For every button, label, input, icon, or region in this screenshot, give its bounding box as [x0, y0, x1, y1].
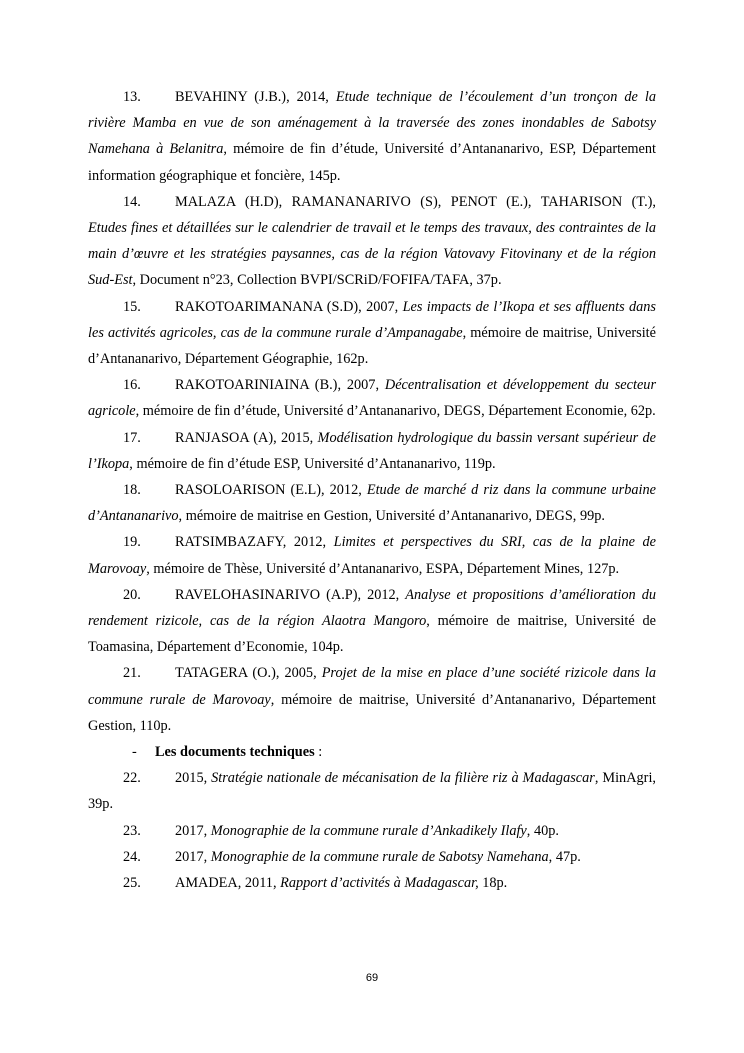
reference-entry — [88, 425, 656, 477]
reference-number: 19. — [123, 534, 141, 551]
subheading-label: Les documents techniques — [155, 744, 315, 761]
reference-number: 23. — [123, 822, 141, 839]
reference-details: , mémoire de Thèse, Université d’Antananarivo, ESPA, Département Mines, 127p. — [146, 560, 620, 577]
reference-authors: RAKOTOARIMANANA (S.D), 2007, — [175, 298, 403, 315]
reference-authors: RATSIMBAZAFY, 2012, — [175, 534, 334, 551]
subheading-dash: - — [132, 744, 137, 761]
reference-entry — [88, 477, 656, 529]
reference-title: Rapport d’activités à Madagascar, — [280, 875, 479, 892]
reference-number: 13. — [123, 89, 141, 105]
reference-authors: RAVELOHASINARIVO (A.P), 2012, — [175, 586, 406, 603]
reference-entry — [88, 844, 656, 870]
reference-title: Etudes fines et détaillées sur le calendrier de travail et le temps des travaux, des contraintes de la main d’œuvre et les stratégies paysannes, cas de la région Vatovavy Fitovinany et de la région Sud-Est — [88, 220, 656, 289]
reference-number: 16. — [123, 377, 141, 394]
references-technical-documents — [88, 765, 656, 896]
reference-details: , Document n°23, Collection BVPI/SCRiD/FOFIFA/TAFA, 37p. — [132, 272, 502, 289]
reference-entry — [88, 870, 656, 896]
reference-number: 18. — [123, 482, 141, 499]
reference-entry — [88, 294, 656, 373]
reference-title: Décentralisation et développement du secteur agricole — [88, 377, 657, 420]
reference-number: 20. — [123, 586, 141, 603]
subheading-suffix: : — [314, 744, 323, 761]
reference-details: , mémoire de fin d’étude ESP, Université d’Antananarivo, 119p. — [129, 455, 496, 472]
reference-title: Les impacts de l’Ikopa et ses affluents dans les activités agricoles, cas de la commune rurale d’Ampanagabe — [88, 298, 656, 341]
reference-details: , mémoire de fin d’étude, Université d’Antananarivo, DEGS, Département Economie, 62p. — [135, 403, 656, 420]
reference-title: Analyse et propositions d’amélioration du rendement rizicole, cas de la région Alaotra Mangoro — [88, 586, 656, 630]
reference-number: 15. — [123, 298, 141, 315]
reference-number: 25. — [123, 875, 141, 892]
reference-entry — [88, 582, 656, 661]
reference-details: , mémoire de fin d’étude, Université d’Antananarivo, ESP, Département information géographique et foncière, 145p. — [88, 141, 657, 184]
reference-authors: BEVAHINY (J.B.), 2014, — [175, 89, 336, 105]
reference-title: Etude technique de l’écoulement d’un tronçon de la rivière Mamba en vue de son aménagement à la traversée des zones inondables de Sabotsy Namehana à Belanitra — [88, 89, 656, 158]
reference-title: Stratégie nationale de mécanisation de la filière riz à Madagascar — [211, 770, 595, 787]
reference-authors: 2015, — [175, 770, 212, 787]
reference-details: , mémoire de maitrise, Université de Toamasina, Département d’Economie, 104p. — [88, 613, 656, 656]
reference-details: , mémoire de maitrise, Université d’Antananarivo, Département Géographie, 162p. — [88, 324, 656, 368]
reference-title: Projet de la mise en place d’une société rizicole dans la commune rurale de Marovoay — [88, 665, 656, 708]
reference-details: , MinAgri, 39p. — [88, 770, 656, 813]
reference-number: 14. — [123, 193, 141, 210]
bibliography-page — [88, 84, 656, 896]
reference-authors: MALAZA (H.D), RAMANANARIVO (S), PENOT (E.), TAHARISON (T.), — [175, 193, 656, 210]
reference-title: Etude de marché d riz dans la commune urbaine d’Antananarivo — [88, 482, 656, 525]
reference-number: 22. — [123, 770, 141, 787]
reference-authors: 2017, — [175, 822, 211, 839]
reference-details: 18p. — [478, 875, 508, 892]
section-subheading — [88, 739, 656, 765]
reference-authors: 2017, — [175, 848, 211, 865]
reference-authors: RASOLOARISON (E.L), 2012, — [175, 482, 367, 499]
reference-entry — [88, 372, 656, 424]
reference-title: Monographie de la commune rurale d’Ankadikely Ilafy — [210, 822, 527, 839]
reference-authors: RANJASOA (A), 2015, — [175, 429, 318, 446]
page-number: 69 — [365, 972, 379, 984]
reference-entry — [88, 529, 656, 581]
reference-number: 17. — [123, 429, 141, 446]
reference-title: Limites et perspectives du SRI, cas de la plaine de Marovoay — [88, 534, 656, 577]
reference-entry — [88, 84, 656, 189]
reference-authors: AMADEA, 2011, — [175, 875, 281, 892]
reference-entry — [88, 660, 656, 739]
reference-number: 24. — [123, 848, 141, 865]
reference-entry — [88, 765, 656, 817]
reference-details: , 47p. — [548, 848, 581, 865]
reference-details: , 40p. — [526, 822, 559, 839]
references-theses — [88, 84, 656, 739]
reference-authors: TATAGERA (O.), 2005, — [175, 665, 322, 682]
reference-entry — [88, 818, 656, 844]
reference-authors: RAKOTOARINIAINA (B.), 2007, — [175, 377, 385, 394]
reference-details: , mémoire de maitrise en Gestion, Université d’Antananarivo, DEGS, 99p. — [178, 508, 605, 525]
reference-number: 21. — [123, 665, 141, 682]
reference-details: , mémoire de maitrise, Université d’Antananarivo, Département Gestion, 110p. — [88, 691, 656, 734]
reference-entry — [88, 189, 656, 294]
reference-title: Monographie de la commune rurale de Sabotsy Namehana — [210, 848, 549, 865]
reference-title: Modélisation hydrologique du bassin versant supérieur de l’Ikopa — [88, 429, 657, 472]
